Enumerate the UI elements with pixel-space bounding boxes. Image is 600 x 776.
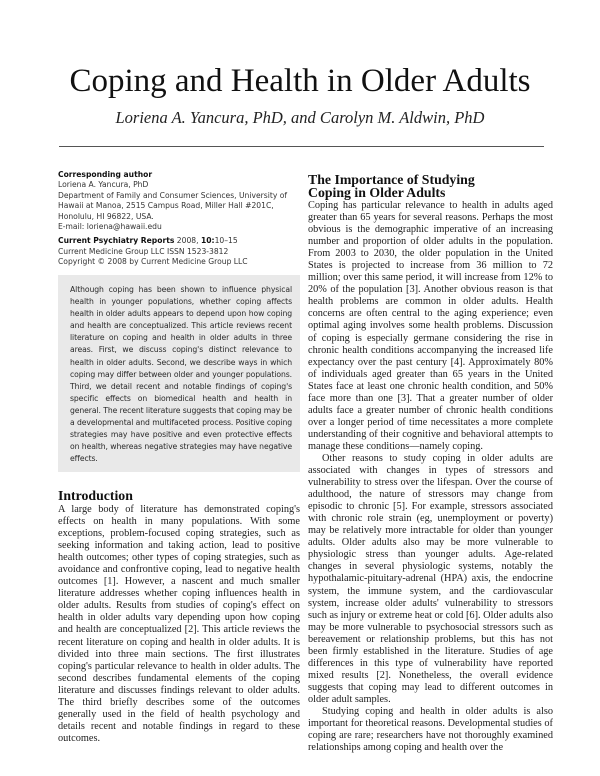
address-line: Department of Family and Consumer Sciences, University of xyxy=(58,190,288,200)
address-line: Hawaii at Manoa, 2515 Campus Road, Miller Hall #201C, xyxy=(58,201,274,211)
publisher-issn: Current Medicine Group LLC ISSN 1523-3812 xyxy=(58,246,229,256)
corresponding-author-label: Corresponding author xyxy=(58,170,153,179)
heading-line: Coping in Older Adults xyxy=(308,185,446,200)
article-authors: Loriena A. Yancura, PhD, and Carolyn M. Aldwin, PhD xyxy=(115,108,485,127)
email-line[interactable]: E-mail: loriena@hawaii.edu xyxy=(58,222,162,232)
copyright-notice: Copyright © 2008 by Current Medicine Group LLC xyxy=(58,257,248,267)
citation-line xyxy=(58,236,290,246)
importance-heading xyxy=(308,173,553,199)
paragraph: Studying coping and health in older adults is also important for theoretical reasons. Developmental studies of coping are rare; researchers have not thoroughly examined relationships among coping and health over the xyxy=(308,705,553,754)
introduction-section xyxy=(58,489,300,745)
address-line: Honolulu, HI 96822, USA. xyxy=(58,211,154,221)
importance-section xyxy=(308,173,553,754)
citation-pages: 10–15 xyxy=(214,236,238,246)
paragraph: Other reasons to study coping in older adults are associated with changes in types of stressors and vulnerability to stress over the lifespan. Over the course of adulthood, the nature of stressors may change from episodic to chronic [5]. For example, stressors associated with chronic role strain (eg, unemployment or poverty) may be relatively more intractable for older than younger adults. Older adults also may be more vulnerable to physiologic stress than younger adults. Age-related changes in several physiologic systems, notably the hypothalamic-pituitary-adrenal (HPA) axis, the endocrine system, the immune system, and the cardiovascular system, increase older adults' vulnerability to stressors such as injury or extreme heat or cold [6]. Older adults also may be more vulnerable to psychosocial stressors such as bereavement or relationship problems, but this has not been firmly established in the literature. Studies of age differences in this type of vulnerability have reported mixed results [2]. Nonetheless, the overall evidence suggests that coping may lead to different outcomes in older adult samples. xyxy=(308,452,553,705)
paragraph: A large body of literature has demonstrated coping's effects on health in many populations. With some exceptions, problem-focused coping strategies, such as seeking information and taking action, lead to positive health outcomes; other types of coping strategies, such as avoidance and confrontive coping, lead to negative health outcomes [1]. However, a nascent and much smaller literature addresses whether coping influences health in older adults. Results from studies of coping's effect on health in older adults vary depending upon how coping and health are conceptualized [2]. This article reviews the recent literature on coping and health in older adults. It is divided into three main sections. The first illustrates coping's particular relevance to health in older adults. The second describes fundamental elements of the coping literature and discusses findings relevant to older adults. The third briefly describes some of the outcomes generally used in the field of health psychology and details recent and notable findings in regard to these outcomes. xyxy=(58,504,300,744)
article-title: Coping and Health in Older Adults xyxy=(69,63,531,99)
paragraph: Coping has particular relevance to health in adults aged greater than 65 years for several reasons. Perhaps the most obvious is the demographic imperative of an increasing number and proportion of older adults in the population. From 2003 to 2030, the older population in the United States is projected to increase from 36 million to 72 million; over this same period, it will increase from 12% to 20% of the population [3]. Another obvious reason is that health problems are common in older adults. Health concerns are often central to the aging experience; even optimal aging involves some health problems. Discussion of coping is especially germane considering the rise in chronic health conditions accompanying the increased life expectancy over the past century [4]. Approximately 80% of individuals aged greater than 65 years in the United States face at least one chronic health condition, and 50% face more than one [3]. That a greater number of older adults face a greater number of chronic health conditions over a longer period of time necessitates a more complete understanding of their cognitive and behavioral attempts to manage these conditions—namely coping. xyxy=(308,200,553,452)
corresponding-author-name: Loriena A. Yancura, PhD xyxy=(58,180,149,190)
introduction-heading: Introduction xyxy=(58,488,133,503)
article-metadata xyxy=(58,170,290,268)
abstract-box xyxy=(58,275,300,472)
citation-year: 2008, xyxy=(176,236,199,246)
title-divider xyxy=(59,146,544,147)
citation-volume: 10: xyxy=(200,236,215,246)
heading-line: The Importance of Studying xyxy=(308,172,475,187)
abstract-text: Although coping has been shown to influence physical health in younger populations, whether coping affects health in older adults appears to depend upon how coping and health are conceptualized. This article reviews recent literature on coping and health in older adults in three areas. First, we discuss coping's distinct relevance to health in older adults. Second, we describe ways in which coping may differ between older and younger populations. Third, we detail recent and notable findings of coping's specific effects on biomedical health and health in general. The recent literature suggests that coping may be a developmental and multifaceted process. Positive coping strategies may have positive and even protective effects on health, whereas negative strategies may have negative effects. xyxy=(70,285,292,464)
journal-name: Current Psychiatry Reports xyxy=(58,236,175,246)
